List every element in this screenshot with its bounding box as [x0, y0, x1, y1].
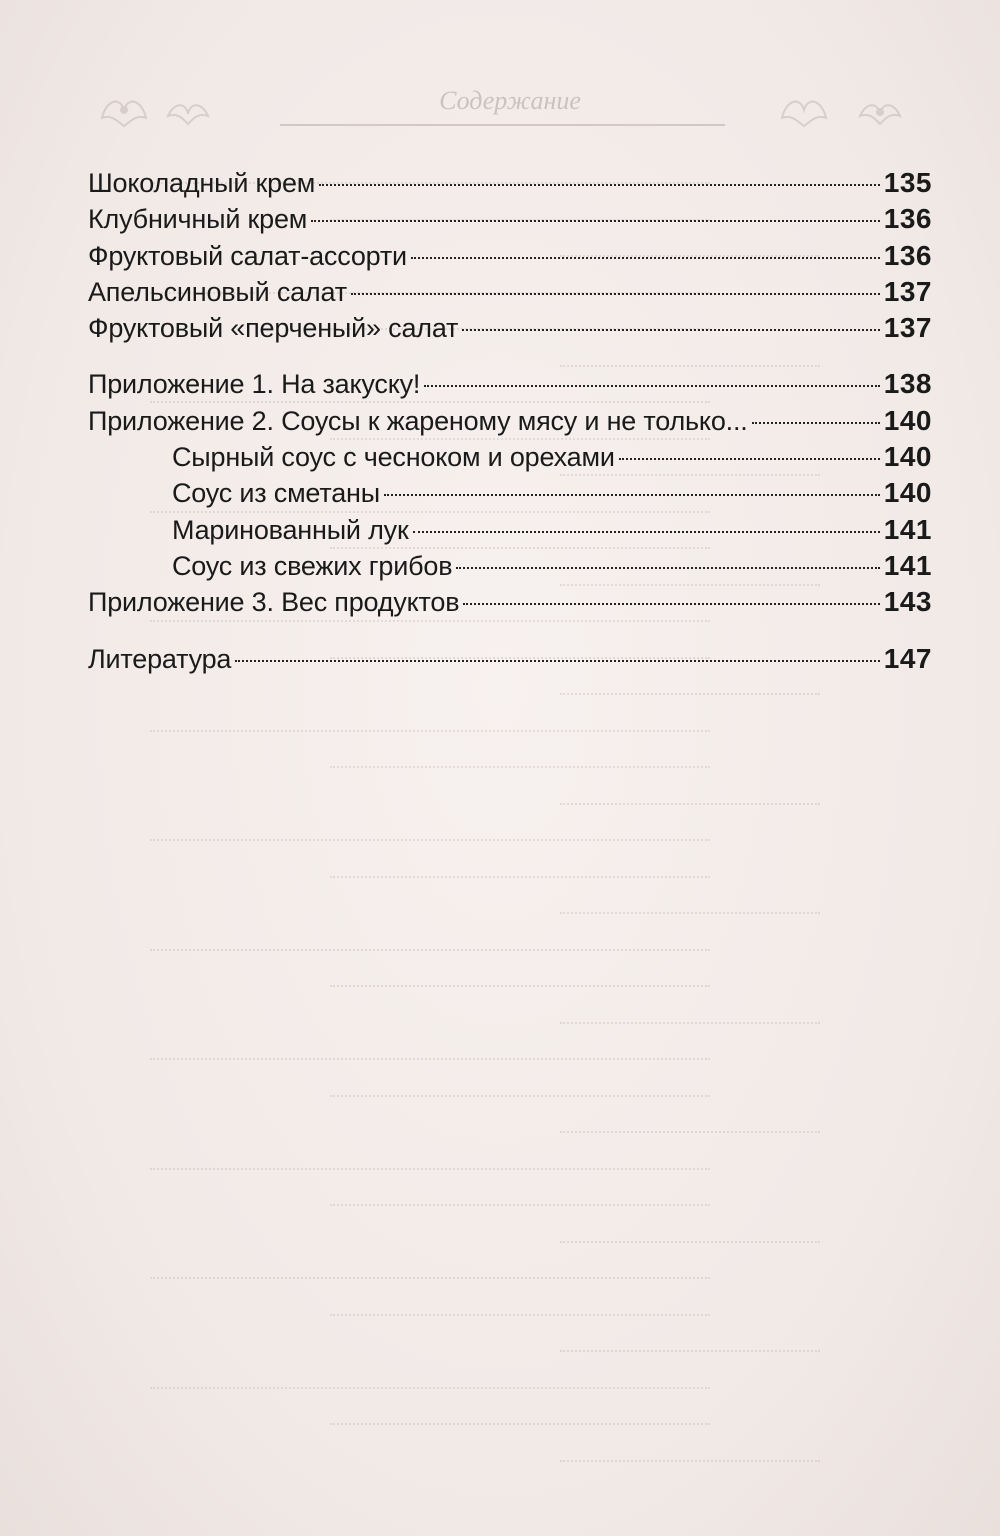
- bleed-through-line: [150, 945, 710, 951]
- toc-page-number: 141: [883, 513, 932, 545]
- bleed-through-line: [150, 1054, 710, 1060]
- toc-page-number: 147: [883, 642, 932, 674]
- dot-leader: [411, 257, 880, 259]
- table-of-contents: [88, 165, 932, 677]
- toc-entry-title: Соус из свежих грибов: [172, 550, 453, 581]
- dot-leader: [311, 220, 880, 222]
- bleed-through-line: [560, 1456, 820, 1462]
- toc-subentry[interactable]: [88, 475, 932, 511]
- toc-entry-title: Клубничный крем: [88, 204, 308, 235]
- bleed-through-line: [150, 835, 710, 841]
- toc-entry[interactable]: [88, 238, 932, 274]
- header-title: Содержание: [439, 86, 581, 115]
- bleed-through-line: [560, 689, 820, 695]
- toc-entry-title: Фруктовый салат-ассорти: [88, 240, 407, 271]
- toc-entry-title: Маринованный лук: [172, 514, 409, 545]
- floral-ornament-icon: [776, 88, 832, 132]
- toc-subentry[interactable]: [88, 512, 932, 548]
- bleed-through-line: [150, 1164, 710, 1170]
- toc-page-number: 137: [883, 275, 932, 307]
- toc-entry-title: Литература: [88, 643, 232, 674]
- dot-leader: [235, 660, 880, 662]
- toc-page-number: 140: [883, 441, 932, 473]
- toc-entry-title: Шоколадный крем: [88, 168, 316, 198]
- toc-page-number: 136: [883, 203, 932, 235]
- toc-page-number: 140: [883, 477, 932, 509]
- bleed-through-line: [560, 1127, 820, 1133]
- bleed-through-line: [560, 1018, 820, 1024]
- toc-page-number: 135: [883, 167, 932, 198]
- bleed-through-line: [330, 1310, 710, 1316]
- section-spacer: [88, 621, 932, 641]
- dot-leader: [462, 329, 880, 331]
- bleed-through-line: [330, 1200, 710, 1206]
- dot-leader: [619, 458, 880, 460]
- section-spacer: [88, 346, 932, 366]
- dot-leader: [752, 422, 880, 424]
- toc-entry[interactable]: [88, 310, 932, 346]
- floral-ornament-icon: [852, 88, 908, 132]
- dot-leader: [413, 531, 880, 533]
- toc-entry-title: Приложение 2. Соусы к жареному мясу и не только...: [88, 405, 748, 436]
- bleed-through-line: [330, 1419, 710, 1425]
- toc-page-number: 140: [883, 404, 932, 436]
- toc-subentry[interactable]: [88, 548, 932, 584]
- floral-ornament-icon: [160, 88, 216, 132]
- toc-entry-title: Фруктовый «перченый» салат: [88, 313, 459, 344]
- toc-page-number: 141: [883, 549, 932, 581]
- toc-page-number: 143: [883, 586, 932, 618]
- toc-entry-title: Приложение 1. На закуску!: [88, 369, 421, 400]
- bleed-through-line: [150, 726, 710, 732]
- floral-ornament-icon: [96, 88, 152, 132]
- toc-entry[interactable]: [88, 201, 932, 237]
- toc-entry[interactable]: [88, 403, 932, 439]
- dot-leader: [319, 184, 880, 186]
- bleed-through-line: [560, 1346, 820, 1352]
- dot-leader: [351, 293, 880, 295]
- bleed-through-line: [330, 872, 710, 878]
- dot-leader: [463, 603, 879, 605]
- toc-entry-title: Приложение 3. Вес продуктов: [88, 587, 460, 618]
- toc-subentry[interactable]: [88, 439, 932, 475]
- bleed-through-line: [150, 1383, 710, 1389]
- bleed-through-line: [330, 1091, 710, 1097]
- dot-leader: [424, 385, 880, 387]
- toc-entry-title: Сырный соус с чесноком и орехами: [172, 442, 615, 473]
- dot-leader: [456, 567, 879, 569]
- toc-entry[interactable]: [88, 366, 932, 402]
- toc-page-number: 138: [883, 368, 932, 400]
- toc-entry-title: Соус из сметаны: [172, 478, 380, 509]
- toc-page-number: 136: [883, 239, 932, 271]
- bleed-through-line: [330, 981, 710, 987]
- bleed-through-line: [560, 908, 820, 914]
- toc-page-number: 137: [883, 312, 932, 344]
- toc-entry[interactable]: [88, 274, 932, 310]
- toc-entry[interactable]: [88, 584, 932, 620]
- header-rule: [280, 124, 725, 126]
- toc-entry[interactable]: [88, 641, 932, 677]
- bleed-through-line: [560, 1237, 820, 1243]
- toc-entry[interactable]: [88, 165, 932, 201]
- bleed-through-line: [330, 762, 710, 768]
- bleed-through-line: [560, 799, 820, 805]
- dot-leader: [384, 494, 880, 496]
- bleed-through-line: [150, 1273, 710, 1279]
- toc-entry-title: Апельсиновый салат: [88, 276, 347, 307]
